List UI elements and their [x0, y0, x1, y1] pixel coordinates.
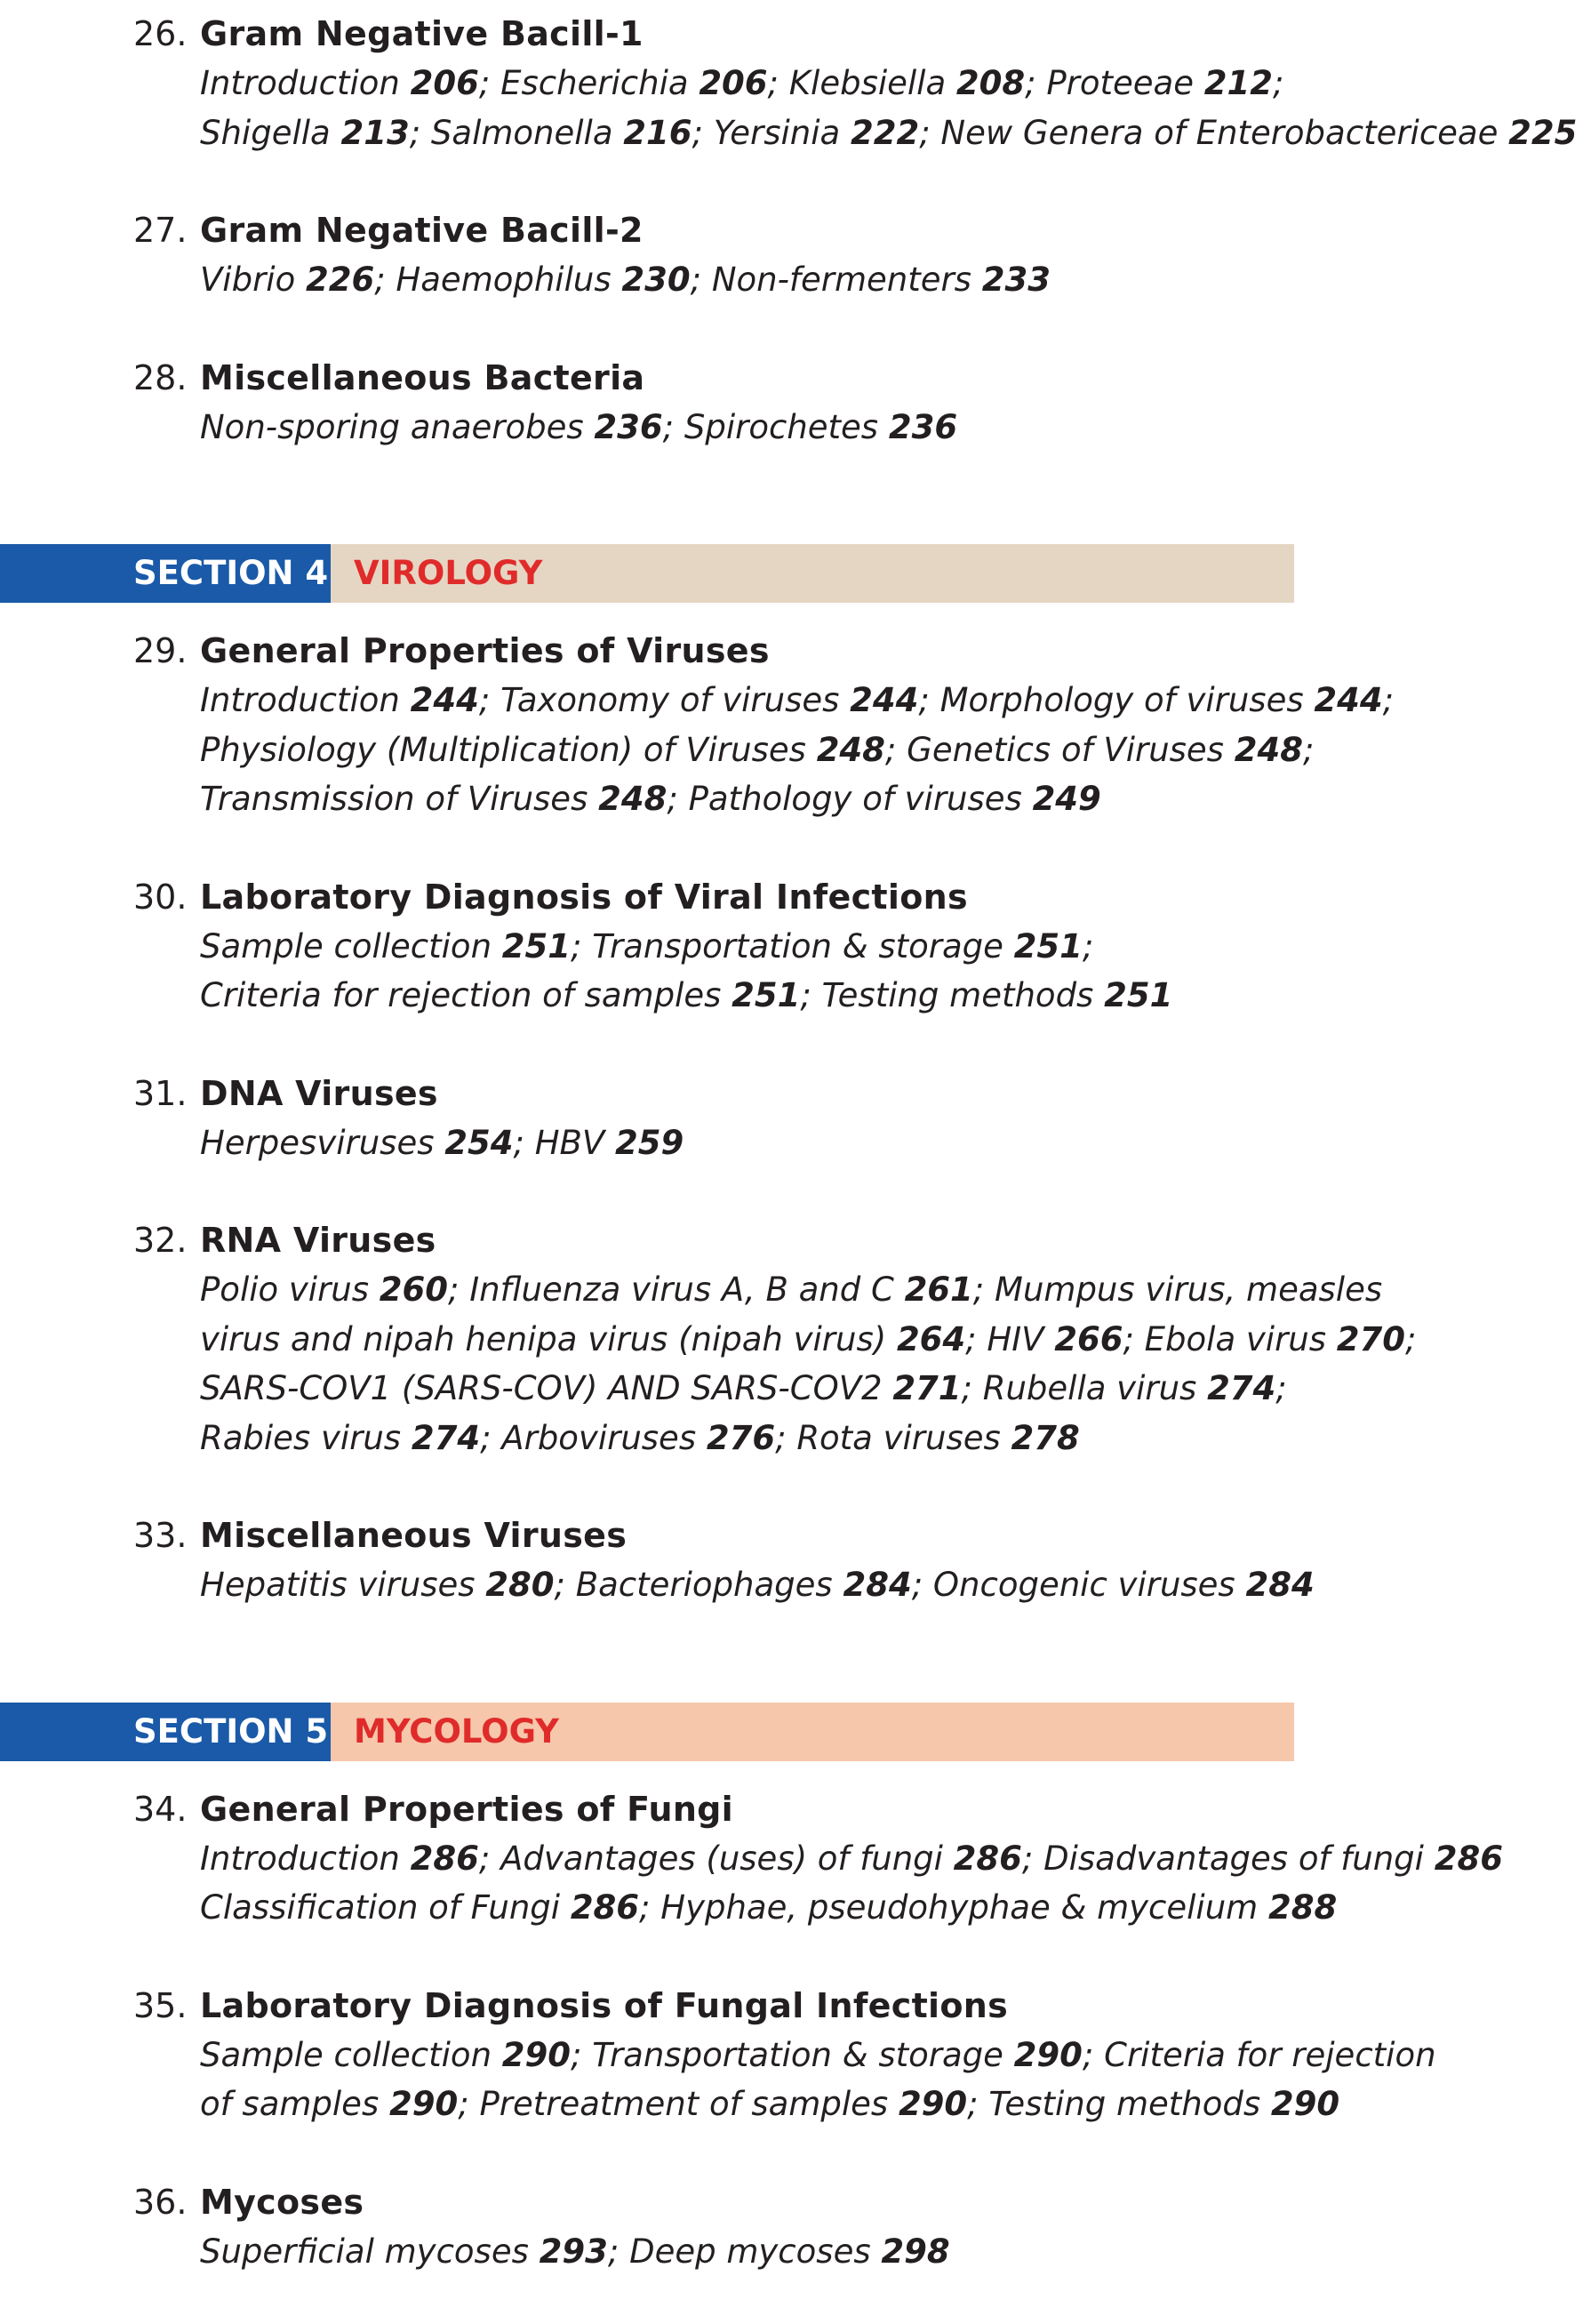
topic-text: ; Deep mycoses [607, 2232, 882, 2271]
topic-text: ; Yersinia [692, 113, 851, 152]
topic-text: ; [1272, 64, 1284, 102]
chapter-group-mycology [0, 1784, 1583, 2277]
topic-text: ; Rubella virus [961, 1369, 1208, 1407]
section-header-virology [0, 544, 1294, 603]
topic-line [200, 2031, 1583, 2080]
chapter-number: 26. [133, 14, 188, 53]
page-number: 216 [623, 113, 692, 152]
page-number: 213 [340, 113, 410, 152]
page-number: 236 [594, 407, 663, 446]
topic-line [200, 1265, 1583, 1315]
topic-text: Herpesviruses [200, 1123, 445, 1162]
page-number: 251 [501, 926, 572, 966]
chapter-topics [200, 676, 1583, 824]
page-number: 274 [1207, 1369, 1276, 1407]
topic-line [200, 1118, 1583, 1168]
topic-text: Hepatitis viruses [200, 1566, 486, 1604]
topic-text: Introduction [200, 64, 411, 102]
section-number-label: SECTION 5 [0, 1703, 331, 1761]
topic-text: ; New Genera of Enterobactericeae [919, 113, 1509, 152]
page-number: 248 [1234, 730, 1303, 769]
chapter-number: 35. [133, 1985, 188, 2025]
topic-text: Sample collection [200, 926, 502, 966]
page-number: 274 [411, 1418, 481, 1457]
topic-text: ; Disadvantages of fungi [1021, 1839, 1435, 1878]
section-name-label: MYCOLOGY [331, 1703, 1294, 1761]
page-number: 286 [1434, 1839, 1503, 1878]
topic-text: Sample collection [200, 2035, 502, 2074]
topic-text: ; Haemophilus [374, 260, 622, 299]
page-number: 251 [1104, 976, 1173, 1014]
topic-text: Non-sporing anaerobes [200, 407, 595, 446]
topic-text: Rabies virus [200, 1418, 412, 1457]
chapter-entry [0, 626, 1583, 824]
chapter-group-virology [0, 626, 1583, 1610]
topic-line [200, 725, 1583, 775]
chapter-entry [0, 1981, 1583, 2129]
page-number: 290 [898, 2085, 968, 2123]
chapter-number: 36. [133, 2182, 188, 2222]
topic-text: ; HBV [513, 1123, 615, 1162]
chapter-topics [200, 2031, 1583, 2129]
topic-text: virus and nipah henipa virus (nipah virus) [200, 1319, 897, 1358]
topic-text: ; Ebola virus [1123, 1319, 1337, 1358]
topic-text: ; Transportation & storage [571, 926, 1014, 966]
page-number: 271 [892, 1369, 962, 1407]
topic-text: ; Proteeae [1025, 64, 1204, 102]
page-number: 233 [981, 260, 1051, 299]
topic-text: ; HIV [965, 1319, 1055, 1358]
chapter-entry [0, 872, 1583, 1021]
topic-line [200, 108, 1583, 158]
chapter-topics [200, 1560, 1583, 1610]
page-number: 259 [615, 1123, 684, 1162]
topic-line [200, 1315, 1583, 1365]
topic-text: ; Advantages (uses) of fungi [478, 1839, 954, 1878]
topic-text: ; Bacteriophages [554, 1566, 843, 1604]
page-number: 208 [955, 64, 1026, 102]
page-number: 244 [410, 681, 479, 719]
topic-text: Introduction [200, 1839, 411, 1878]
chapter-topics [200, 1834, 1583, 1933]
page-number: 293 [539, 2232, 608, 2271]
chapter-title: RNA Viruses [200, 1221, 436, 1260]
page-number: 298 [881, 2232, 950, 2271]
chapter-number: 28. [133, 357, 188, 397]
topic-text: ; Mumpus virus, measles [972, 1270, 1383, 1309]
page-number: 226 [305, 260, 375, 299]
chapter-title: Miscellaneous Bacteria [200, 357, 645, 397]
page-number: 280 [485, 1566, 555, 1604]
chapter-topics [200, 1118, 1583, 1168]
page-number: 261 [904, 1270, 973, 1309]
page-number: 278 [1011, 1418, 1080, 1457]
chapter-number: 33. [133, 1516, 188, 1555]
chapter-title: Gram Negative Bacill-2 [200, 211, 644, 250]
chapter-number: 27. [133, 211, 188, 250]
chapter-title: Laboratory Diagnosis of Viral Infections [200, 877, 968, 917]
chapter-title: Gram Negative Bacill-1 [200, 14, 644, 53]
topic-text: ; Testing methods [967, 2085, 1271, 2123]
topic-text: Physiology (Multiplication) of Viruses [200, 730, 817, 769]
chapter-title: General Properties of Fungi [200, 1789, 734, 1829]
topic-text: ; Morphology of viruses [918, 681, 1315, 719]
chapter-number: 29. [133, 631, 188, 670]
page-number: 254 [444, 1123, 514, 1162]
topic-line [200, 971, 1583, 1021]
page-number: 284 [843, 1566, 912, 1604]
topic-line [200, 1883, 1583, 1933]
topic-line [200, 774, 1583, 824]
topic-text: Introduction [200, 681, 411, 719]
page-number: 230 [621, 260, 691, 299]
chapter-title: Miscellaneous Viruses [200, 1516, 628, 1555]
topic-text: ; [1382, 681, 1395, 719]
chapter-group-bacteriology [0, 9, 1583, 452]
topic-line [200, 1834, 1583, 1884]
page-number: 288 [1267, 1888, 1338, 1927]
section-name-label: VIROLOGY [331, 544, 1294, 603]
page-number: 266 [1054, 1319, 1123, 1358]
page-number: 286 [410, 1839, 479, 1878]
topic-line [200, 59, 1583, 108]
topic-text: ; Criteria for rejection [1082, 2035, 1436, 2074]
topic-text: Transmission of Viruses [200, 780, 599, 818]
topic-text: Classification of Fungi [200, 1888, 571, 1927]
page-number: 248 [598, 780, 668, 818]
page-number: 270 [1336, 1319, 1406, 1358]
topic-text: Shigella [200, 113, 341, 152]
chapter-entry [0, 1215, 1583, 1463]
chapter-number: 30. [133, 877, 188, 917]
page-number: 206 [410, 64, 479, 102]
topic-line [200, 1560, 1583, 1610]
topic-text: ; [1082, 926, 1094, 966]
chapter-title: Mycoses [200, 2182, 364, 2222]
page-number: 249 [1032, 780, 1101, 818]
topic-text: ; Taxonomy of viruses [478, 681, 851, 719]
topic-text: ; Arboviruses [480, 1418, 707, 1457]
topic-text: ; [1405, 1319, 1417, 1358]
page-number: 206 [699, 64, 768, 102]
topic-text: ; Pretreatment of samples [458, 2085, 899, 2123]
chapter-entry [0, 2177, 1583, 2277]
page-number: 286 [953, 1839, 1022, 1878]
chapter-topics [200, 255, 1583, 305]
topic-line [200, 403, 1583, 453]
topic-text: ; Oncogenic viruses [911, 1566, 1246, 1604]
topic-text: Criteria for rejection of samples [200, 976, 732, 1014]
chapter-topics [200, 1265, 1583, 1463]
topic-text: ; [1302, 730, 1315, 769]
topic-text: Superficial mycoses [200, 2232, 540, 2271]
chapter-title: DNA Viruses [200, 1073, 438, 1113]
chapter-entry [0, 1511, 1583, 1610]
chapter-title: Laboratory Diagnosis of Fungal Infections [200, 1985, 1009, 2025]
page-number: 212 [1203, 64, 1273, 102]
topic-text: of samples [200, 2085, 389, 2123]
chapter-title: General Properties of Viruses [200, 631, 770, 670]
chapter-topics [200, 922, 1583, 1021]
topic-text: ; Influenza virus A, B and C [448, 1270, 905, 1309]
topic-line [200, 922, 1583, 972]
topic-text: ; Pathology of viruses [667, 780, 1033, 818]
page-number: 276 [706, 1418, 776, 1457]
topic-text: ; Testing methods [800, 976, 1105, 1014]
topic-text: ; Rota viruses [775, 1418, 1011, 1457]
section-header-mycology [0, 1703, 1294, 1761]
topic-text: ; Non-fermenters [690, 260, 982, 299]
topic-text: ; Genetics of Viruses [884, 730, 1235, 769]
chapter-topics [200, 59, 1583, 157]
page-number: 225 [1508, 113, 1578, 152]
page-number: 244 [850, 681, 919, 719]
page-number: 286 [570, 1888, 640, 1927]
topic-text: ; Klebsiella [767, 64, 956, 102]
chapter-number: 32. [133, 1221, 188, 1260]
topic-text: ; Transportation & storage [571, 2035, 1014, 2074]
page-number: 251 [1013, 926, 1083, 966]
topic-text: ; Spirochetes [662, 407, 889, 446]
topic-line [200, 1414, 1583, 1463]
topic-text: ; [1275, 1369, 1287, 1407]
page-number: 222 [850, 113, 920, 152]
page-number: 264 [896, 1319, 966, 1358]
page-number: 260 [379, 1270, 449, 1309]
chapter-entry [0, 353, 1583, 453]
chapter-number: 31. [133, 1073, 188, 1113]
chapter-topics [200, 403, 1583, 453]
chapter-topics [200, 2227, 1583, 2277]
topic-text: ; Escherichia [478, 64, 700, 102]
chapter-entry [0, 1069, 1583, 1168]
topic-line [200, 1364, 1583, 1414]
topic-text: SARS-COV1 (SARS-COV) AND SARS-COV2 [200, 1369, 893, 1407]
page-number: 251 [732, 976, 801, 1014]
topic-line [200, 676, 1583, 725]
section-number-label: SECTION 4 [0, 544, 331, 603]
topic-text: ; Hyphae, pseudohyphae & mycelium [639, 1888, 1268, 1927]
page-number: 236 [888, 407, 958, 446]
page-number: 290 [501, 2035, 572, 2074]
topic-line [200, 2080, 1583, 2129]
topic-line [200, 255, 1583, 305]
topic-text: Vibrio [200, 260, 306, 299]
page-number: 290 [1270, 2085, 1340, 2123]
chapter-entry [0, 205, 1583, 305]
topic-text: ; Salmonella [409, 113, 624, 152]
page-number: 284 [1245, 1566, 1315, 1604]
page-number: 248 [816, 730, 885, 769]
page-number: 244 [1314, 681, 1383, 719]
table-of-contents [0, 9, 1583, 2324]
page-number: 290 [389, 2085, 459, 2123]
topic-text: Polio virus [200, 1270, 380, 1309]
chapter-entry [0, 9, 1583, 157]
page-number: 290 [1013, 2035, 1083, 2074]
topic-line [200, 2227, 1583, 2277]
chapter-entry [0, 1784, 1583, 1933]
chapter-number: 34. [133, 1789, 188, 1829]
